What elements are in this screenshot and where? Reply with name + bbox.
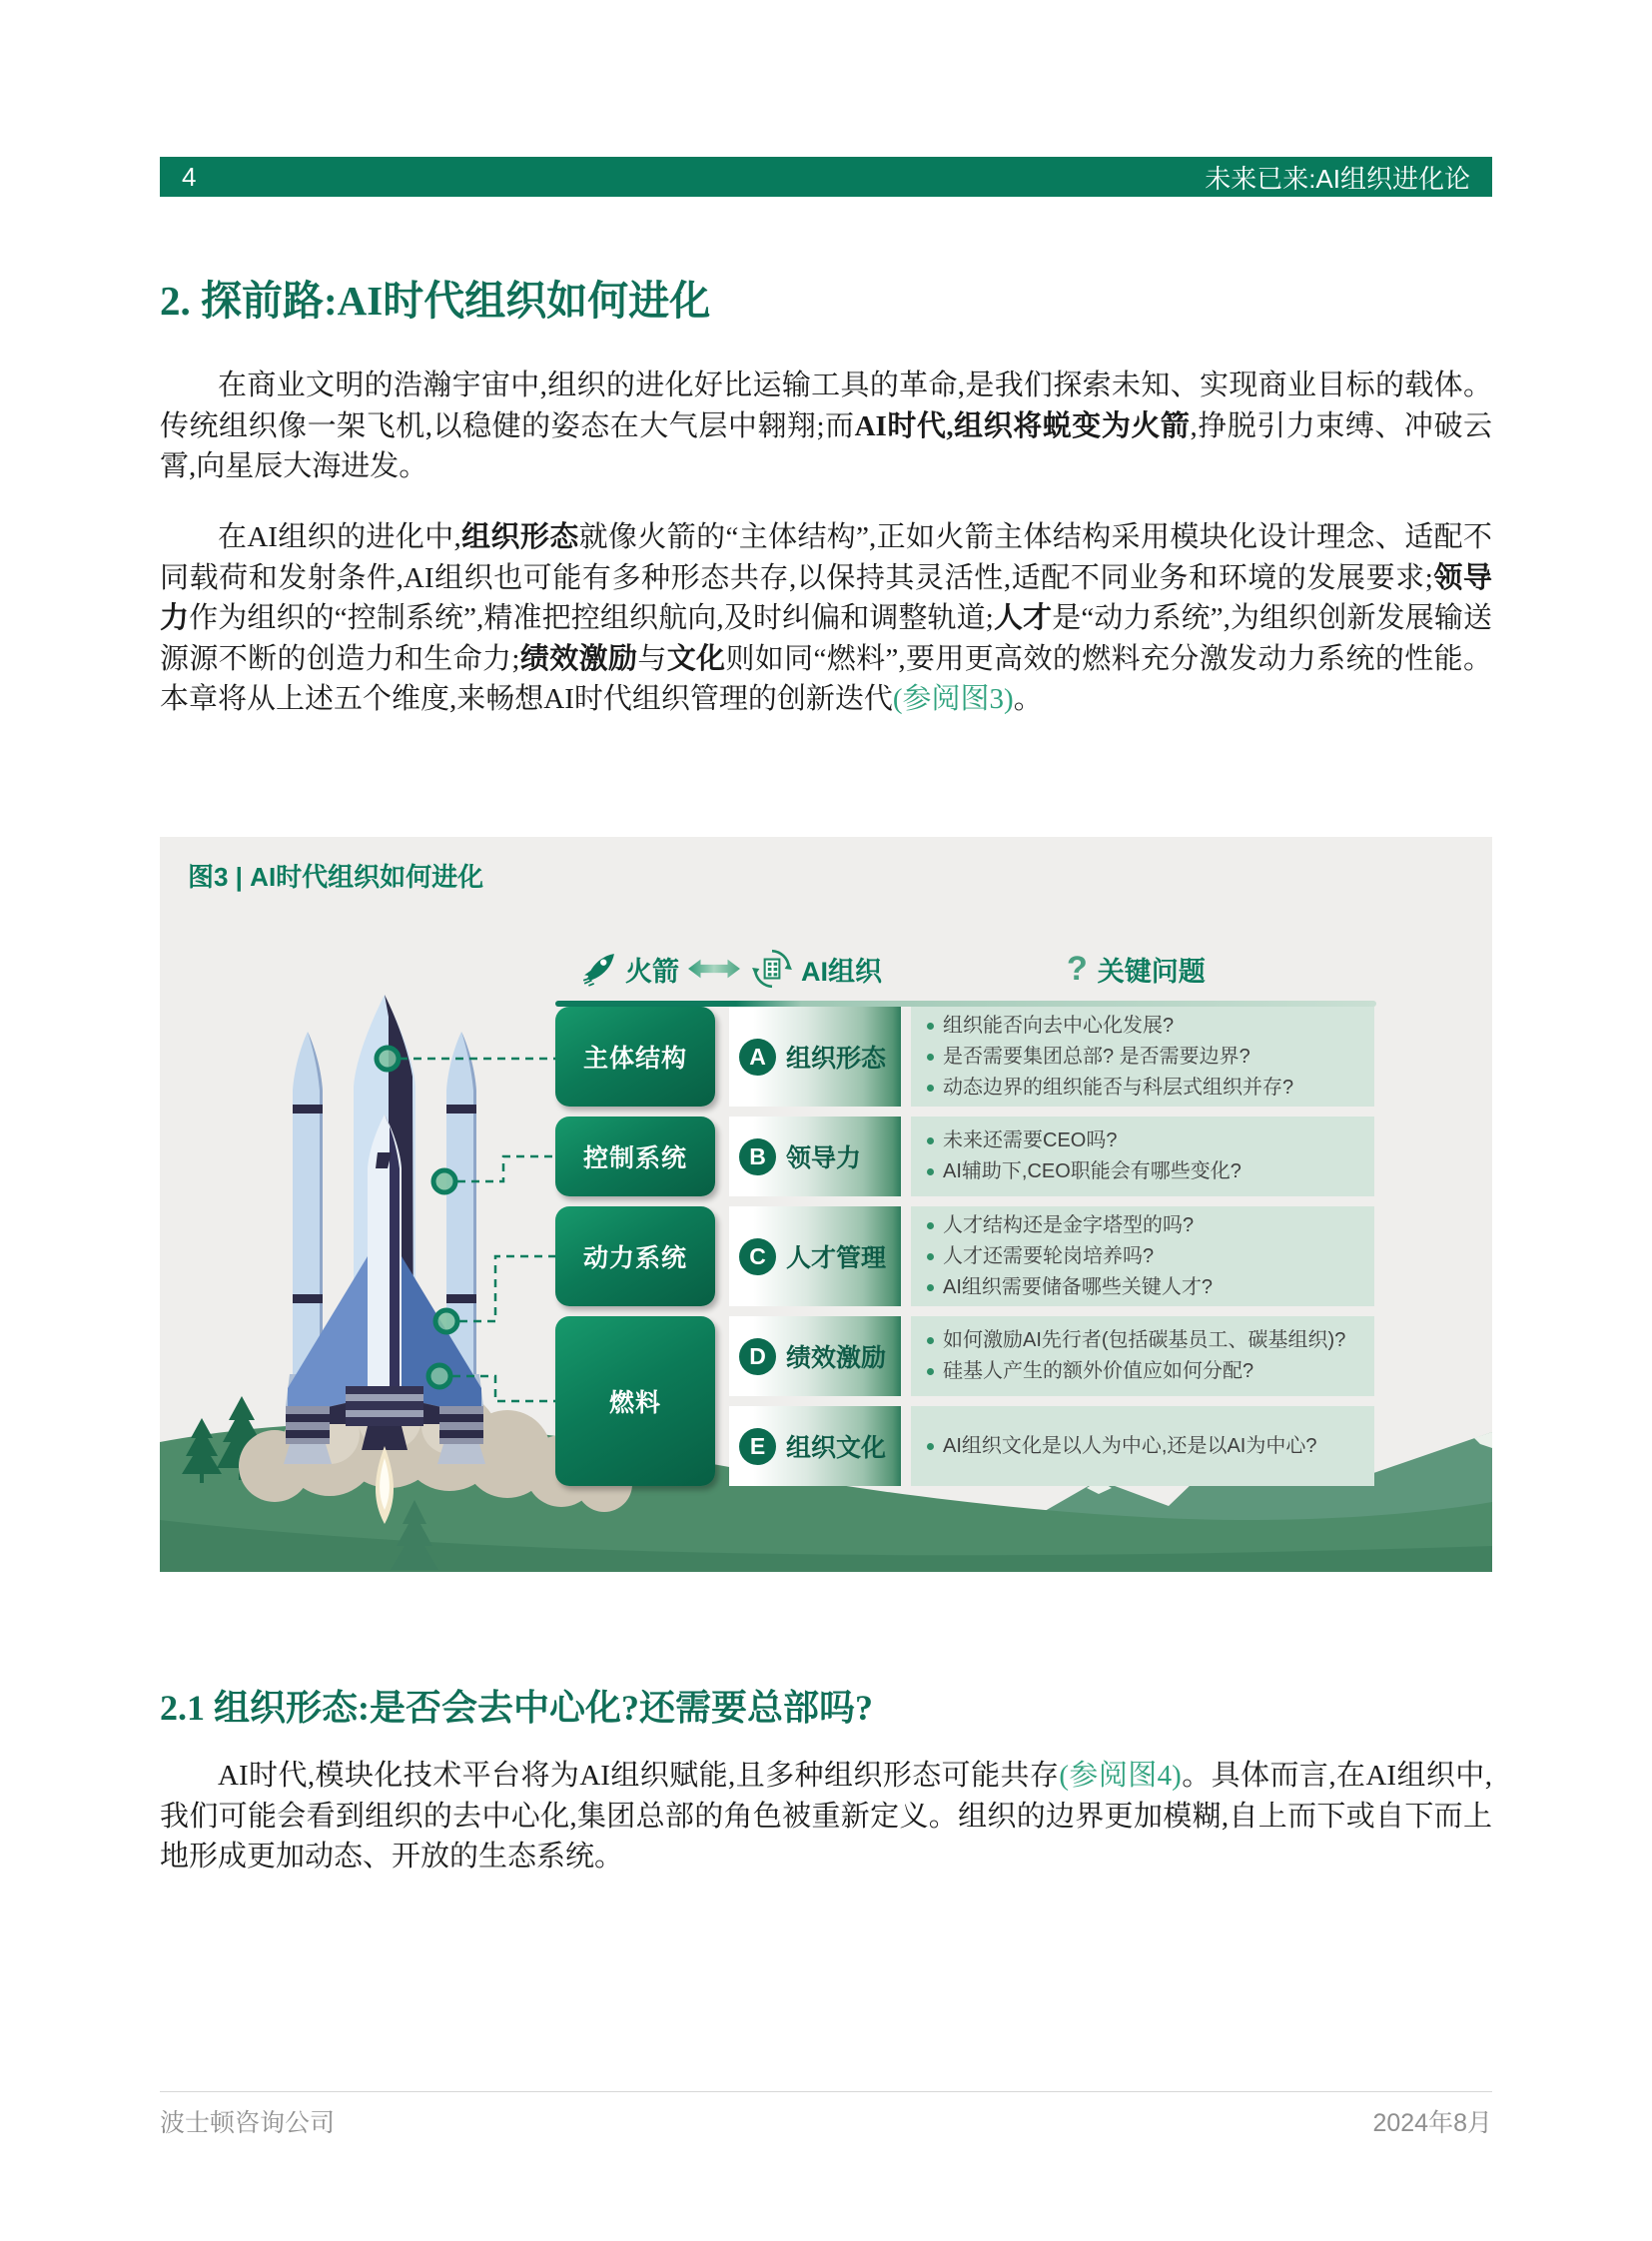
page-header (160, 157, 1492, 197)
figure-ref-link[interactable]: (参阅图4) (1059, 1760, 1182, 1792)
questions-panel (911, 1206, 1374, 1306)
bullet-dot (927, 1253, 934, 1260)
bullet-dot (927, 1168, 934, 1175)
question-item: 硅基人产生的额外价值应如何分配? (927, 1358, 1368, 1385)
dimension-label: 绩效激励 (786, 1344, 887, 1372)
bullet-dot (927, 1222, 934, 1229)
questions-panel (911, 1007, 1374, 1107)
footer-company: 波士顿咨询公司 (160, 2109, 336, 2137)
letter-badge: C (739, 1238, 776, 1275)
letter-badge: B (739, 1138, 776, 1175)
rocket-part-pill: 动力系统 (555, 1206, 715, 1306)
dimension-cell (729, 1117, 901, 1196)
questions-label: 关键问题 (1097, 956, 1206, 987)
dimension-label: 领导力 (786, 1144, 862, 1172)
legend-arrow (687, 945, 741, 993)
ai-org-label: AI组织 (801, 956, 882, 987)
rocket-part-pill: 主体结构 (555, 1007, 715, 1107)
page-number: 4 (182, 161, 197, 192)
footer-date: 2024年8月 (1372, 2109, 1492, 2137)
subsection-heading: 2.1 组织形态:是否会去中心化?还需要总部吗? (160, 1688, 873, 1728)
header-title: 未来已来:AI组织进化论 (1205, 163, 1470, 194)
rocket-illustration (250, 987, 519, 1526)
question-item: AI辅助下,CEO职能会有哪些变化? (927, 1158, 1368, 1185)
dimension-label: 组织文化 (786, 1434, 887, 1462)
questions-panel (911, 1316, 1374, 1396)
question-item: 组织能否向去中心化发展? (927, 1013, 1368, 1040)
questions-panel (911, 1117, 1374, 1196)
rocket-part-pill: 燃料 (555, 1316, 715, 1486)
dimension-cell (729, 1316, 901, 1396)
question-item: 人才结构还是金字塔型的吗? (927, 1212, 1368, 1239)
figure-3 (160, 837, 1492, 1572)
question-item: AI组织需要储备哪些关键人才? (927, 1274, 1368, 1301)
bullet-dot (927, 1023, 934, 1030)
bullet-dot (927, 1284, 934, 1291)
compare-arrow-icon (687, 954, 741, 984)
section-heading: 2. 探前路:AI时代组织如何进化 (160, 278, 711, 324)
question-item: 如何激励AI先行者(包括碳基员工、碳基组织)? (927, 1327, 1368, 1354)
bullet-dot (927, 1085, 934, 1092)
figure-ref-link[interactable]: (参阅图3) (892, 683, 1014, 715)
letter-badge: E (739, 1428, 776, 1465)
rocket-part-pill: 控制系统 (555, 1117, 715, 1196)
question-item: AI组织文化是以人为中心,还是以AI为中心? (927, 1433, 1368, 1460)
figure-title: 图3 | AI时代组织如何进化 (188, 862, 484, 892)
paragraph-1: 在商业文明的浩瀚宇宙中,组织的进化好比运输工具的革命,是我们探索未知、实现商业目标的载体。传统组织像一架飞机,以稳健的姿态在大气层中翱翔;而AI时代,组织将蜕变为火箭,挣脱引力束缚、冲破云霄,向星辰大海进发。 (160, 370, 1492, 482)
legend-ai-org (751, 945, 882, 993)
ai-org-icon (751, 948, 793, 990)
bullet-dot (927, 1368, 934, 1375)
question-item: 动态边界的组织能否与科层式组织并存? (927, 1075, 1368, 1102)
question-item: 人才还需要轮岗培养吗? (927, 1243, 1368, 1270)
questions-panel (911, 1406, 1374, 1486)
rocket-icon (581, 951, 617, 987)
rocket-label: 火箭 (625, 956, 679, 987)
legend-rocket (581, 945, 679, 993)
bullet-dot (927, 1054, 934, 1061)
dimension-cell (729, 1007, 901, 1107)
page-footer (160, 2103, 1492, 2139)
paragraph-3: AI时代,模块化技术平台将为AI组织赋能,且多种组织形态可能共存(参阅图4)。具体而言,在AI组织中,我们可能会看到组织的去中心化,集团总部的角色被重新定义。组织的边界更加模糊,自上而下或自下而上地形成更加动态、开放的生态系统。 (160, 1760, 1492, 1872)
letter-badge: D (739, 1338, 776, 1375)
bullet-dot (927, 1443, 934, 1450)
question-icon: ? (1067, 949, 1088, 988)
question-item: 是否需要集团总部? 是否需要边界? (927, 1044, 1368, 1071)
legend-questions (1067, 945, 1206, 993)
bullet-dot (927, 1337, 934, 1344)
paragraph-2: 在AI组织的进化中,组织形态就像火箭的“主体结构”,正如火箭主体结构采用模块化设计理念、适配不同载荷和发射条件,AI组织也可能有多种形态共存,以保持其灵活性,适配不同业务和环境的发展要求;领导力作为组织的“控制系统”,精准把控组织航向,及时纠偏和调整轨道;人才是“动力系统”,为组织创新发展输送源源不断的创造力和生命力;绩效激励与文化则如同“燃料”,要用更高效的燃料充分激发动力系统的性能。本章将从上述五个维度,来畅想AI时代组织管理的创新迭代(参阅图3)。 (160, 521, 1492, 715)
dimension-cell (729, 1206, 901, 1306)
dimension-label: 组织形态 (786, 1045, 887, 1073)
dimension-label: 人才管理 (786, 1244, 887, 1272)
question-item: 未来还需要CEO吗? (927, 1127, 1368, 1154)
footer-divider (160, 2091, 1492, 2092)
bullet-dot (927, 1137, 934, 1144)
letter-badge: A (739, 1039, 776, 1076)
dimension-cell (729, 1406, 901, 1486)
